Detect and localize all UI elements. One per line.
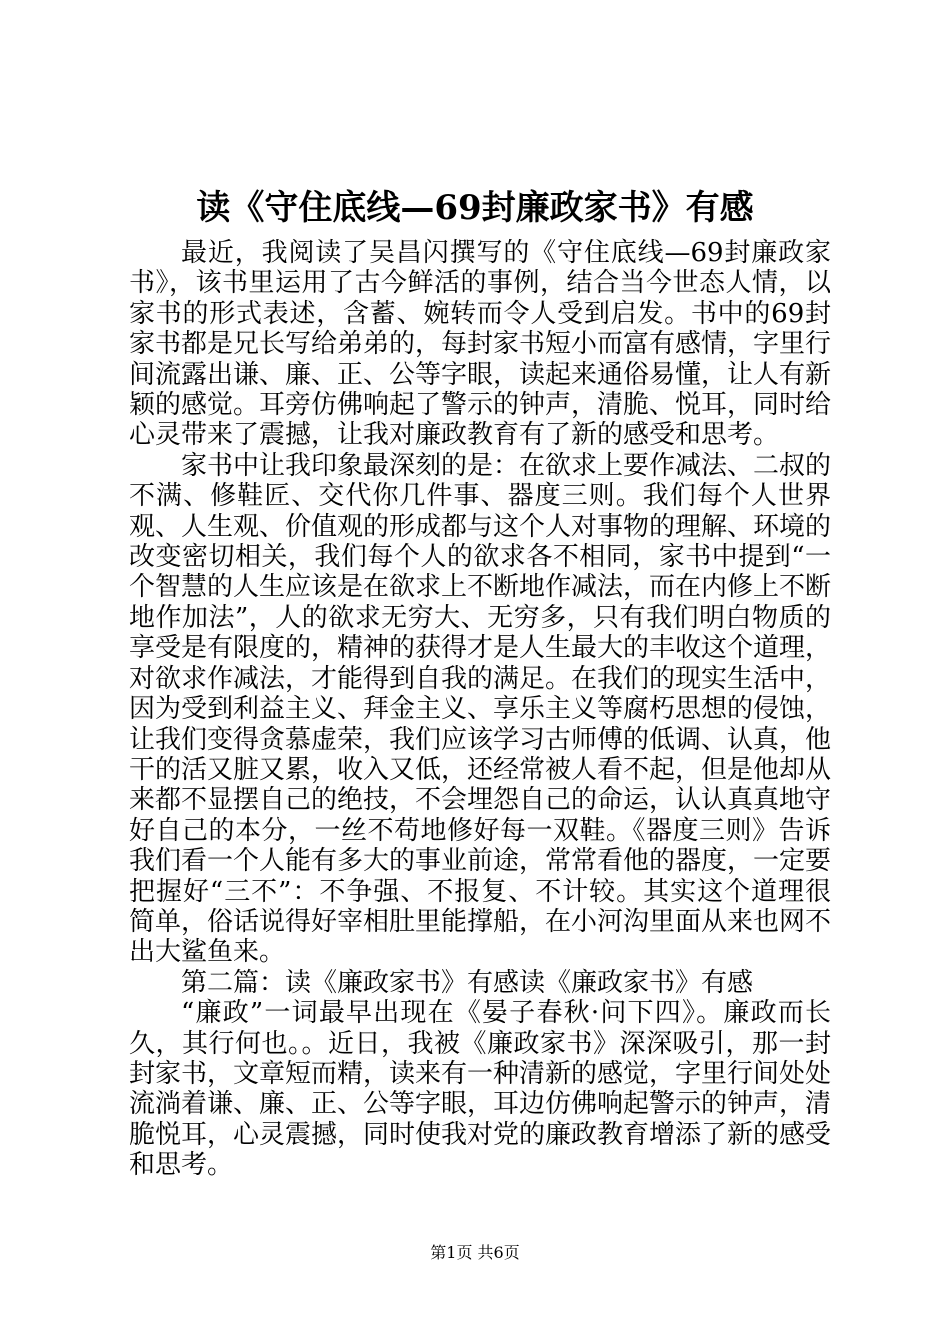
document-title: 读《守住底线—69封廉政家书》有感 [196,188,754,228]
paragraph: 家书中让我印象最深刻的是：在欲求上要作减法、二叔的不满、修鞋匠、交代你几件事、器度三则。我们每个人世界观、人生观、价值观的形成都与这个人对事物的理解、环境的改变密切相关，我们每个人的欲求各不相同，家书中提到“一个智慧的人生应该是在欲求上不断地作减法，而在内修上不断地作加法”，人的欲求无穷大、无穷多，只有我们明白物质的享受是有限度的，精神的获得才是人生最大的丰收这个道理，对欲求作减法，才能得到自我的满足。在我们的现实生活中，因为受到利益主义、拜金主义、享乐主义等腐朽思想的侵蚀，让我们变得贪慕虚荣，我们应该学习古师傅的低调、认真，他干的活又脏又累，收入又低，还经常被人看不起，但是他却从来都不显摆自己的绝技，不会埋怨自己的命运，认认真真地守好自己的本分，一丝不苟地修好每一双鞋。《器度三则》告诉我们看一个人能有多大的事业前途，常常看他的器度，一定要把握好“三不”：不争强、不报复、不计较。其实这个道理很简单，俗话说得好宰相肚里能撑船，在小河沟里面从来也网不出大鲨鱼来。 [129,450,832,968]
section-heading: 第二篇：读《廉政家书》有感读《廉政家书》有感 [181,967,754,998]
document-body [129,238,831,1181]
paragraph: “廉政”一词最早出现在《晏子春秋·问下四》。廉政而长久，其行何也。。近日，我被《廉政家书》深深吸引，那一封封家书，文章短而精，读来有一种清新的感觉，字里行间处处流淌着谦、廉、正、公等字眼，耳边仿佛响起警示的钟声，清脆悦耳，心灵震撼，同时使我对党的廉政教育增添了新的感受和思考。 [129,998,832,1181]
paragraph: 最近，我阅读了吴昌闪撰写的《守住底线—69封廉政家书》，该书里运用了古今鲜活的事例，结合当今世态人情，以家书的形式表述，含蓄、婉转而令人受到启发。书中的69封家书都是兄长写给弟弟的，每封家书短小而富有感情，字里行间流露出谦、廉、正、公等字眼，读起来通俗易懂，让人有新颖的感觉。耳旁仿佛响起了警示的钟声，清脆、悦耳，同时给心灵带来了震撼，让我对廉政教育有了新的感受和思考。 [129,238,832,451]
page-number: 第1页 共6页 [430,1243,520,1262]
